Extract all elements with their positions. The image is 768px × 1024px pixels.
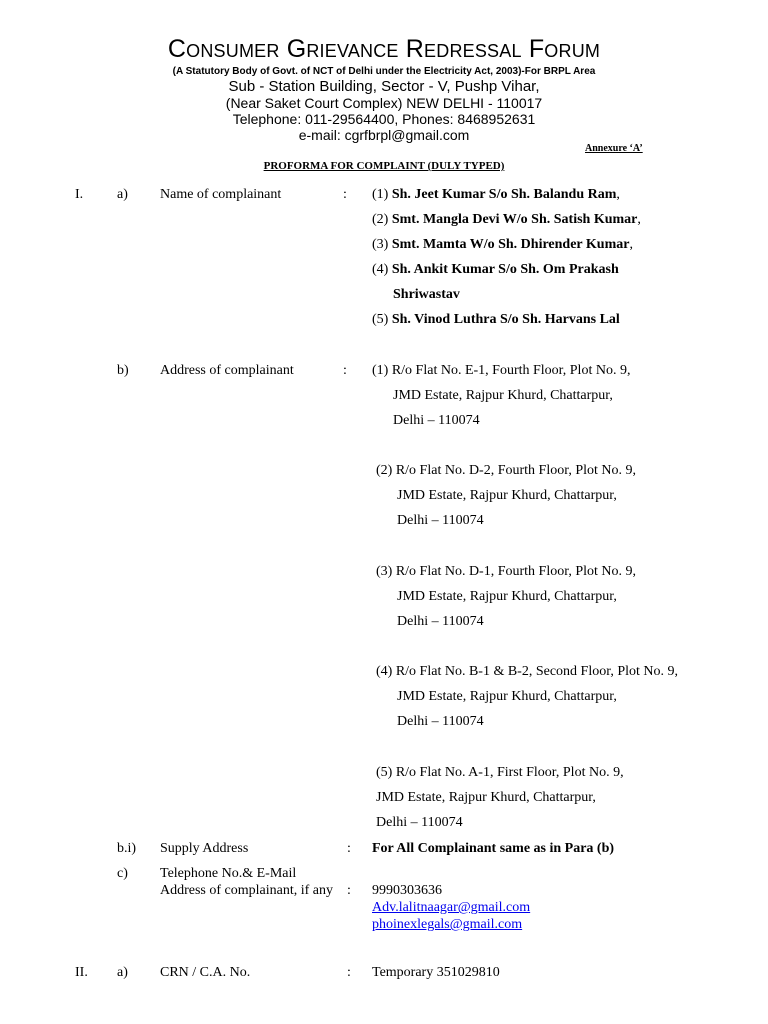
forum-phone-line: Telephone: 011-29564400, Phones: 8468952631: [232, 111, 536, 127]
complainant-name-4: (4) Sh. Ankit Kumar S/o Sh. Om Prakash: [372, 262, 619, 277]
item-label-b: b): [117, 363, 129, 378]
address-3-line1: (3) R/o Flat No. D-1, Fourth Floor, Plot No. 9,: [376, 564, 637, 579]
forum-title: Consumer Grievance Redressal Forum: [167, 35, 601, 63]
crn-value: Temporary 351029810: [372, 965, 500, 980]
complainant-name-2: (2) Smt. Mangla Devi W/o Sh. Satish Kumar,: [372, 212, 641, 227]
forum-subtitle: (A Statutory Body of Govt. of NCT of Delhi under the Electricity Act, 2003)-For BRPL Area: [172, 66, 596, 77]
forum-address-line1: Sub - Station Building, Sector - V, Pushp Vihar,: [228, 78, 540, 95]
item-label-c: c): [117, 866, 128, 881]
annexure-label: Annexure ‘A’: [585, 143, 643, 154]
complainant-email-1-link[interactable]: Adv.lalitnaagar@gmail.com: [372, 900, 531, 915]
complainant-email-2-link[interactable]: phoinexlegals@gmail.com: [372, 917, 523, 932]
address-1-line1: (1) R/o Flat No. E-1, Fourth Floor, Plot No. 9,: [372, 363, 631, 378]
address-5-line3: Delhi – 110074: [376, 815, 463, 830]
field-crn-ca-no: CRN / C.A. No.: [160, 965, 251, 980]
address-5-line2: JMD Estate, Rajpur Khurd, Chattarpur,: [376, 790, 596, 805]
complainant-name-5: (5) Sh. Vinod Luthra S/o Sh. Harvans Lal: [372, 312, 620, 327]
section-numeral-2: II.: [75, 965, 88, 980]
complainant-name-4-continued: Shriwastav: [393, 287, 460, 302]
address-4-line2: JMD Estate, Rajpur Khurd, Chattarpur,: [397, 689, 617, 704]
item-label-a: a): [117, 187, 128, 202]
address-2-line3: Delhi – 110074: [397, 513, 484, 528]
address-3-line3: Delhi – 110074: [397, 614, 484, 629]
address-2-line1: (2) R/o Flat No. D-2, Fourth Floor, Plot No. 9,: [376, 463, 637, 478]
field-telephone-email: Telephone No.& E-Mail: [160, 866, 297, 881]
address-2-line2: JMD Estate, Rajpur Khurd, Chattarpur,: [397, 488, 617, 503]
colon: :: [347, 883, 351, 898]
forum-email-line: e-mail: cgrfbrpl@gmail.com: [298, 127, 470, 143]
address-3-line2: JMD Estate, Rajpur Khurd, Chattarpur,: [397, 589, 617, 604]
section-numeral-1: I.: [75, 187, 84, 202]
field-name-of-complainant: Name of complainant: [160, 187, 282, 202]
address-1-line2: JMD Estate, Rajpur Khurd, Chattarpur,: [393, 388, 613, 403]
field-address-if-any: Address of complainant, if any: [160, 883, 334, 898]
colon: :: [343, 187, 347, 202]
field-address-of-complainant: Address of complainant: [160, 363, 294, 378]
colon: :: [347, 841, 351, 856]
complainant-phone: 9990303636: [372, 883, 442, 898]
field-supply-address: Supply Address: [160, 841, 249, 856]
supply-address-value: For All Complainant same as in Para (b): [372, 841, 615, 856]
address-4-line3: Delhi – 110074: [397, 714, 484, 729]
item-label-bi: b.i): [117, 841, 137, 856]
proforma-title: PROFORMA FOR COMPLAINT (DULY TYPED): [263, 160, 505, 172]
address-4-line1: (4) R/o Flat No. B-1 & B-2, Second Floor, Plot No. 9,: [376, 664, 678, 679]
colon: :: [343, 363, 347, 378]
address-5-line1: (5) R/o Flat No. A-1, First Floor, Plot No. 9,: [376, 765, 624, 780]
complainant-name-1: (1) Sh. Jeet Kumar S/o Sh. Balandu Ram,: [372, 187, 620, 202]
complainant-name-3: (3) Smt. Mamta W/o Sh. Dhirender Kumar,: [372, 237, 633, 252]
colon: :: [347, 965, 351, 980]
item-label-a: a): [117, 965, 128, 980]
address-1-line3: Delhi – 110074: [393, 413, 480, 428]
forum-address-line2: (Near Saket Court Complex) NEW DELHI - 110017: [225, 95, 543, 111]
